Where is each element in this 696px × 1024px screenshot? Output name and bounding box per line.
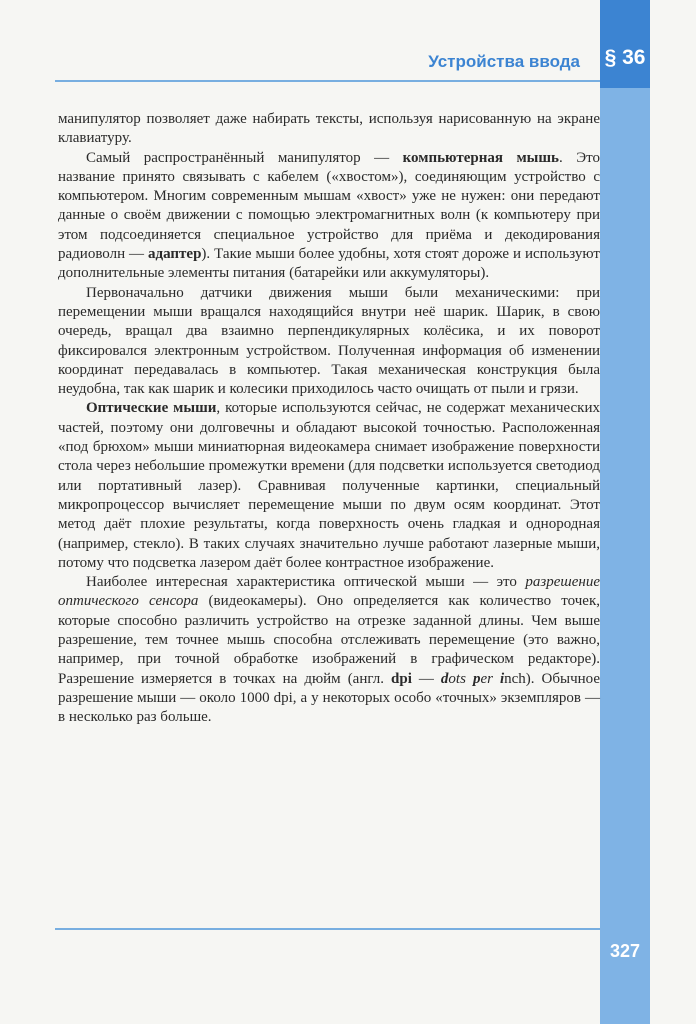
- term-computer-mouse: компьютерная мышь: [402, 149, 559, 166]
- paragraph-5: Наиболее интересная характеристика оптической мыши — это разрешение оптического сенсора (видеокамеры). Оно определяется как количество точек, которые способно различить устройство на отрезке заданной длины. Чем выше разрешение, тем точнее мышь способна отслеживать перемещение (это важно, например, при точной обработке изображений в графическом редакторе). Разрешение измеряется в точках на дюйм (англ. dpi — dots per inch). Обычное разрешение мыши — около 1000 dpi, а у некоторых особо «точных» экземпляров — в несколько раз больше.: [58, 574, 600, 726]
- body-text: [58, 110, 600, 728]
- footer-rule: [55, 928, 600, 930]
- term-adapter: адаптер: [148, 246, 202, 263]
- paragraph-1: манипулятор позволяет даже набирать тексты, используя нарисованную на экране клавиатуру.: [58, 111, 600, 147]
- side-color-strip: [600, 0, 650, 1024]
- paragraph-3: Первоначально датчики движения мыши были механическими: при перемещении мыши вращался находящийся внутри неё шарик. Шарик, в свою очередь, вращал два взаимно перпендикулярных колёсика, и их поворот фиксировался электронным устройством. Полученная информация об изменении координат передавалась в компьютер. Такая механическая конструкция была неудобна, так как шарик и колесики приходилось часто очищать от пыли и грязи.: [58, 284, 600, 398]
- paragraph-2: Самый распространённый манипулятор — компьютерная мышь. Это название принято связывать с кабелем («хвостом»), соединяющим устройство с компьютером. Многим современным мышам «хвост» уже не нужен: они передают данные о своём движении с помощью электромагнитных волн (к компьютеру при этом подсоединяется специальное устройство для приёма и декодирования радиоволн — адаптер). Такие мыши более удобны, хотя стоят дороже и используют дополнительные элементы питания (батарейки или аккумуляторы).: [58, 149, 600, 282]
- page-number: 327: [609, 941, 641, 961]
- paragraph-4: Оптические мыши, которые используются сейчас, не содержат механических частей, поэтому они долговечны и обладают высокой точностью. Расположенная «под брюхом» мыши миниатюрная видеокамера снимает изображение поверхности стола через небольшие промежутки времени (для подсветки используется светодиод или портативный лазер). Сравнивая полученные картинки, специальный микропроцессор вычисляет перемещение мыши по двум осям координат. Этот метод даёт плохие результаты, когда поверхность очень гладкая и однородная (например, стекло). В таких случаях значительно лучше работают лазерные мыши, потому что подсветка лазером даёт более контрастное изображение.: [58, 400, 600, 571]
- section-tab: [600, 0, 650, 88]
- chapter-title: Устройства ввода: [428, 52, 580, 71]
- term-sensor-resolution: разрешение оптического сенсора: [58, 574, 600, 610]
- header-rule: [55, 80, 600, 82]
- term-dpi: dpi: [391, 670, 412, 687]
- section-number: § 36: [604, 46, 646, 69]
- term-optical-mice: Оптические мыши: [86, 400, 217, 417]
